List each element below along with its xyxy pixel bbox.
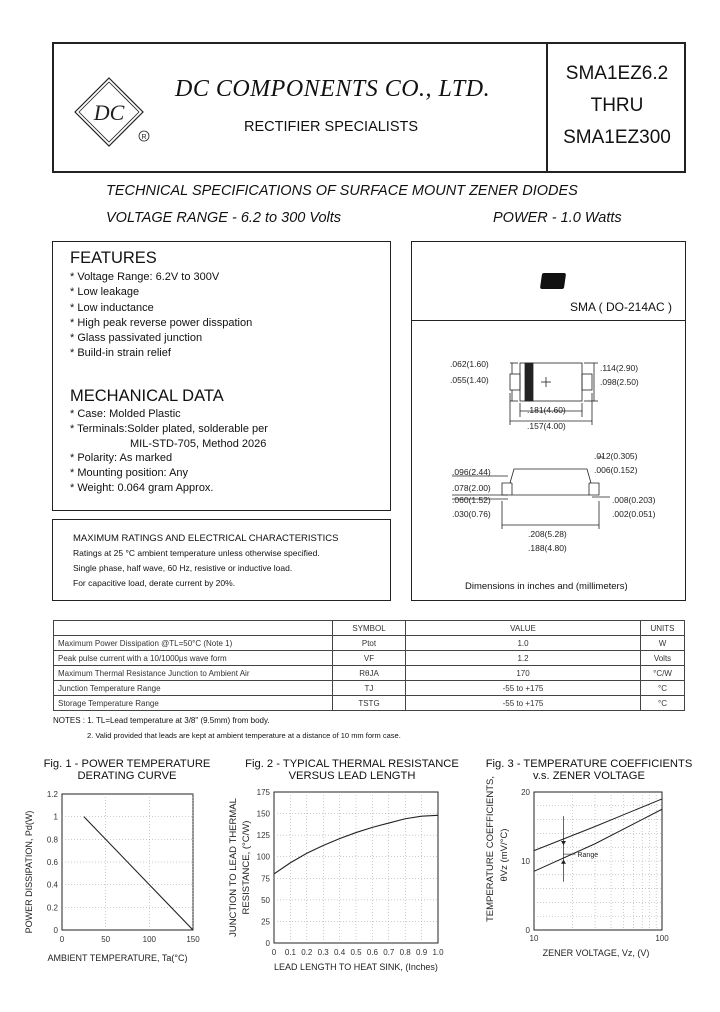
fig2-xtick-label: 0.5 bbox=[350, 948, 362, 957]
fig2-ytick-label: 50 bbox=[261, 895, 270, 905]
feature-item: * Build-in strain relief bbox=[70, 347, 171, 360]
fig2-title bbox=[236, 758, 468, 782]
fig2-ytick-label: 100 bbox=[256, 852, 270, 862]
fig2-xtick-label: 0.9 bbox=[416, 948, 428, 957]
table-row bbox=[54, 696, 685, 711]
table-cell: Ptot bbox=[333, 636, 406, 651]
doc-title: TECHNICAL SPECIFICATIONS OF SURFACE MOUNT ZENER DIODES bbox=[106, 183, 578, 199]
power-rating: POWER - 1.0 Watts bbox=[493, 210, 622, 226]
fig1-ytick-label: 0.8 bbox=[46, 835, 58, 845]
table-row bbox=[54, 681, 685, 696]
mech-item: * Mounting position: Any bbox=[70, 467, 189, 480]
table-cell: TJ bbox=[333, 681, 406, 696]
fig2-title-line1: Fig. 2 - TYPICAL THERMAL RESISTANCE bbox=[245, 758, 459, 770]
fig1-ytick-label: 0.2 bbox=[46, 903, 58, 913]
table-cell: 1.0 bbox=[406, 636, 641, 651]
fig2-xtick-label: 0.4 bbox=[334, 948, 346, 957]
dim-label: .055(1.40) bbox=[450, 375, 489, 385]
fig3-ytick-label: 20 bbox=[521, 788, 530, 797]
fig3-series-line-upper bbox=[534, 799, 662, 851]
fig2-ytick-label: 125 bbox=[256, 831, 270, 841]
dim-label: .062(1.60) bbox=[450, 359, 489, 369]
fig2-ylabel-line1: JUNCTION TO LEAD THERMAL bbox=[228, 798, 239, 937]
feature-item: * Low inductance bbox=[70, 301, 154, 314]
fig1-chart bbox=[0, 780, 240, 970]
part-from: SMA1EZ6.2 bbox=[565, 63, 669, 84]
dim-label: .012(0.305) bbox=[594, 451, 638, 461]
fig3-xlabel: ZENER VOLTAGE, Vz, (V) bbox=[542, 948, 650, 958]
fig1-xtick-label: 100 bbox=[142, 935, 157, 944]
feature-item: * Glass passivated junction bbox=[70, 332, 203, 345]
spec-table bbox=[53, 620, 685, 711]
table-cell: VALUE bbox=[406, 621, 641, 636]
dim-label: .030(0.76) bbox=[452, 509, 491, 519]
table-cell: SYMBOL bbox=[333, 621, 406, 636]
fig3-annotation: Range bbox=[577, 852, 599, 860]
table-row bbox=[54, 636, 685, 651]
mechanical-heading: MECHANICAL DATA bbox=[70, 387, 224, 405]
fig2-ytick-label: 25 bbox=[261, 917, 270, 927]
fig3-xtick-label: 100 bbox=[655, 934, 669, 943]
package-name: SMA ( DO-214AC ) bbox=[570, 300, 673, 314]
ratings-box bbox=[52, 519, 391, 601]
fig1-ytick-label: 0 bbox=[53, 926, 58, 935]
table-cell: W bbox=[641, 636, 685, 651]
fig3-ylabel-line2: θVz (mV/°C) bbox=[499, 828, 510, 882]
fig3-ytick-label: 10 bbox=[521, 857, 530, 866]
ratings-line: For capacitive load, derate current by 20%. bbox=[73, 578, 236, 588]
fig3-title-line2: v.s. ZENER VOLTAGE bbox=[533, 770, 645, 782]
fig1-xtick-label: 50 bbox=[101, 935, 111, 944]
fig3-ylabel-line1: TEMPERATURE COEFFICIENTS, bbox=[485, 775, 496, 923]
table-cell: RθJA bbox=[333, 666, 406, 681]
table-header-row bbox=[54, 621, 685, 636]
fig3-series-line-lower bbox=[534, 809, 662, 871]
feature-item: * Low leakage bbox=[70, 286, 140, 299]
fig2-xtick-label: 0.6 bbox=[366, 948, 378, 957]
fig2-ylabel-line2: RESISTANCE, (°C/W) bbox=[241, 820, 252, 915]
fig2-xtick-label: 0 bbox=[271, 948, 277, 957]
fig2-xtick-label: 0.2 bbox=[301, 948, 313, 957]
fig1-ytick-label: 0.6 bbox=[46, 858, 58, 867]
dim-label: .008(0.203) bbox=[612, 495, 656, 505]
ratings-line: Single phase, half wave, 60 Hz, resistive or inductive load. bbox=[73, 563, 293, 573]
dim-label: .096(2.44) bbox=[452, 467, 491, 477]
fig1-ylabel: POWER DISSIPATION, Pd(W) bbox=[24, 810, 34, 934]
dim-label: .006(0.152) bbox=[594, 465, 638, 475]
fig2-xlabel: LEAD LENGTH TO HEAT SINK, (Inches) bbox=[274, 962, 438, 972]
dim-label: .114(2.90) bbox=[600, 363, 639, 373]
dimensions-note: Dimensions in inches and (millimeters) bbox=[465, 581, 628, 592]
table-cell: Junction Temperature Range bbox=[54, 681, 333, 696]
fig1-xlabel: AMBIENT TEMPERATURE, Ta(°C) bbox=[47, 953, 188, 963]
table-cell: Storage Temperature Range bbox=[54, 696, 333, 711]
table-cell: Maximum Power Dissipation @TL=50°C (Note 1) bbox=[54, 636, 333, 651]
fig1-xtick-label: 0 bbox=[59, 935, 65, 944]
svg-text:R: R bbox=[141, 134, 147, 141]
fig1-title-line1: Fig. 1 - POWER TEMPERATURE bbox=[43, 758, 211, 770]
logo-letters: DC bbox=[93, 100, 125, 125]
table-cell: °C/W bbox=[641, 666, 685, 681]
note-2: 2. Valid provided that leads are kept at ambient temperature at a distance of 10 mm form case. bbox=[87, 731, 401, 740]
package-image bbox=[540, 273, 566, 289]
dim-label: .078(2.00) bbox=[452, 483, 491, 493]
company-subtitle: RECTIFIER SPECIALISTS bbox=[244, 119, 419, 135]
fig3-title bbox=[476, 758, 702, 782]
table-row bbox=[54, 651, 685, 666]
company-logo bbox=[73, 76, 163, 148]
fig2-xtick-label: 0.1 bbox=[284, 948, 296, 957]
fig2-xtick-label: 0.8 bbox=[399, 948, 411, 957]
feature-item: * High peak reverse power disspation bbox=[70, 316, 253, 329]
feature-item: * Voltage Range: 6.2V to 300V bbox=[70, 271, 220, 283]
table-cell: Maximum Thermal Resistance Junction to Ambient Air bbox=[54, 666, 333, 681]
features-list bbox=[70, 270, 252, 362]
mech-item: * Polarity: As marked bbox=[70, 452, 173, 465]
fig1-ytick-label: 1 bbox=[53, 812, 58, 822]
fig3-arrow-down-icon bbox=[561, 841, 566, 845]
fig2-ytick-label: 150 bbox=[256, 809, 270, 819]
dim-label: .188(4.80) bbox=[528, 543, 567, 553]
note-1: NOTES : 1. TL=Lead temperature at 3/8" (9.5mm) from body. bbox=[53, 716, 270, 725]
fig1-ytick-label: 1.2 bbox=[46, 790, 58, 799]
dim-label: .098(2.50) bbox=[600, 377, 639, 387]
dim-label: .002(0.051) bbox=[612, 509, 656, 519]
fig2-xtick-label: 0.7 bbox=[383, 948, 395, 957]
part-thru: THRU bbox=[590, 95, 644, 116]
dim-label: .060(1.52) bbox=[452, 495, 491, 505]
part-to: SMA1EZ300 bbox=[563, 127, 671, 148]
fig2-xtick-label: 1.0 bbox=[432, 948, 444, 957]
fig1-title-line2: DERATING CURVE bbox=[77, 770, 177, 782]
fig2-ytick-label: 175 bbox=[256, 788, 270, 797]
ratings-line: Ratings at 25 °C ambient temperature unless otherwise specified. bbox=[73, 548, 320, 558]
fig3-title-line1: Fig. 3 - TEMPERATURE COEFFICIENTS bbox=[485, 758, 693, 770]
package-dimension-drawing bbox=[412, 345, 684, 553]
fig2-ytick-label: 0 bbox=[265, 939, 270, 948]
mech-item: MIL-STD-705, Method 2026 bbox=[130, 437, 267, 450]
table-cell: 1.2 bbox=[406, 651, 641, 666]
ratings-heading: MAXIMUM RATINGS AND ELECTRICAL CHARACTERISTICS bbox=[73, 533, 339, 544]
fig2-ytick-label: 75 bbox=[261, 874, 270, 884]
company-name: DC COMPONENTS CO., LTD. bbox=[175, 76, 491, 102]
fig3-xtick-label: 10 bbox=[529, 934, 539, 943]
fig1-title bbox=[34, 758, 220, 782]
package-divider bbox=[411, 320, 686, 321]
table-row bbox=[54, 666, 685, 681]
fig2-title-line2: VERSUS LEAD LENGTH bbox=[288, 770, 416, 782]
table-cell: °C bbox=[641, 696, 685, 711]
voltage-range: VOLTAGE RANGE - 6.2 to 300 Volts bbox=[106, 210, 342, 226]
table-cell: Volts bbox=[641, 651, 685, 666]
table-cell: °C bbox=[641, 681, 685, 696]
table-cell bbox=[54, 621, 333, 636]
table-cell: -55 to +175 bbox=[406, 681, 641, 696]
table-cell: UNITS bbox=[641, 621, 685, 636]
table-cell: VF bbox=[333, 651, 406, 666]
dim-label: .208(5.28) bbox=[528, 529, 567, 539]
features-heading: FEATURES bbox=[70, 249, 157, 267]
mech-item: * Terminals:Solder plated, solderable per bbox=[70, 422, 268, 435]
table-cell: 170 bbox=[406, 666, 641, 681]
dim-label: .181(4.60) bbox=[527, 405, 566, 415]
fig1-series-line bbox=[84, 817, 193, 930]
dim-label: .157(4.00) bbox=[527, 421, 566, 431]
fig3-arrow-up-icon bbox=[561, 860, 566, 864]
fig2-series-line bbox=[274, 815, 438, 874]
mech-item: * Case: Molded Plastic bbox=[70, 408, 181, 420]
fig2-xtick-label: 0.3 bbox=[317, 948, 329, 957]
table-cell: TSTG bbox=[333, 696, 406, 711]
fig1-ytick-label: 0.4 bbox=[46, 880, 58, 890]
fig1-xtick-label: 150 bbox=[186, 935, 200, 944]
mech-item: * Weight: 0.064 gram Approx. bbox=[70, 481, 214, 494]
fig3-ytick-label: 0 bbox=[525, 926, 530, 935]
fig2-chart bbox=[225, 780, 480, 970]
mechanical-list bbox=[70, 407, 268, 496]
table-cell: Peak pulse current with a 10/1000μs wave form bbox=[54, 651, 333, 666]
table-cell: -55 to +175 bbox=[406, 696, 641, 711]
